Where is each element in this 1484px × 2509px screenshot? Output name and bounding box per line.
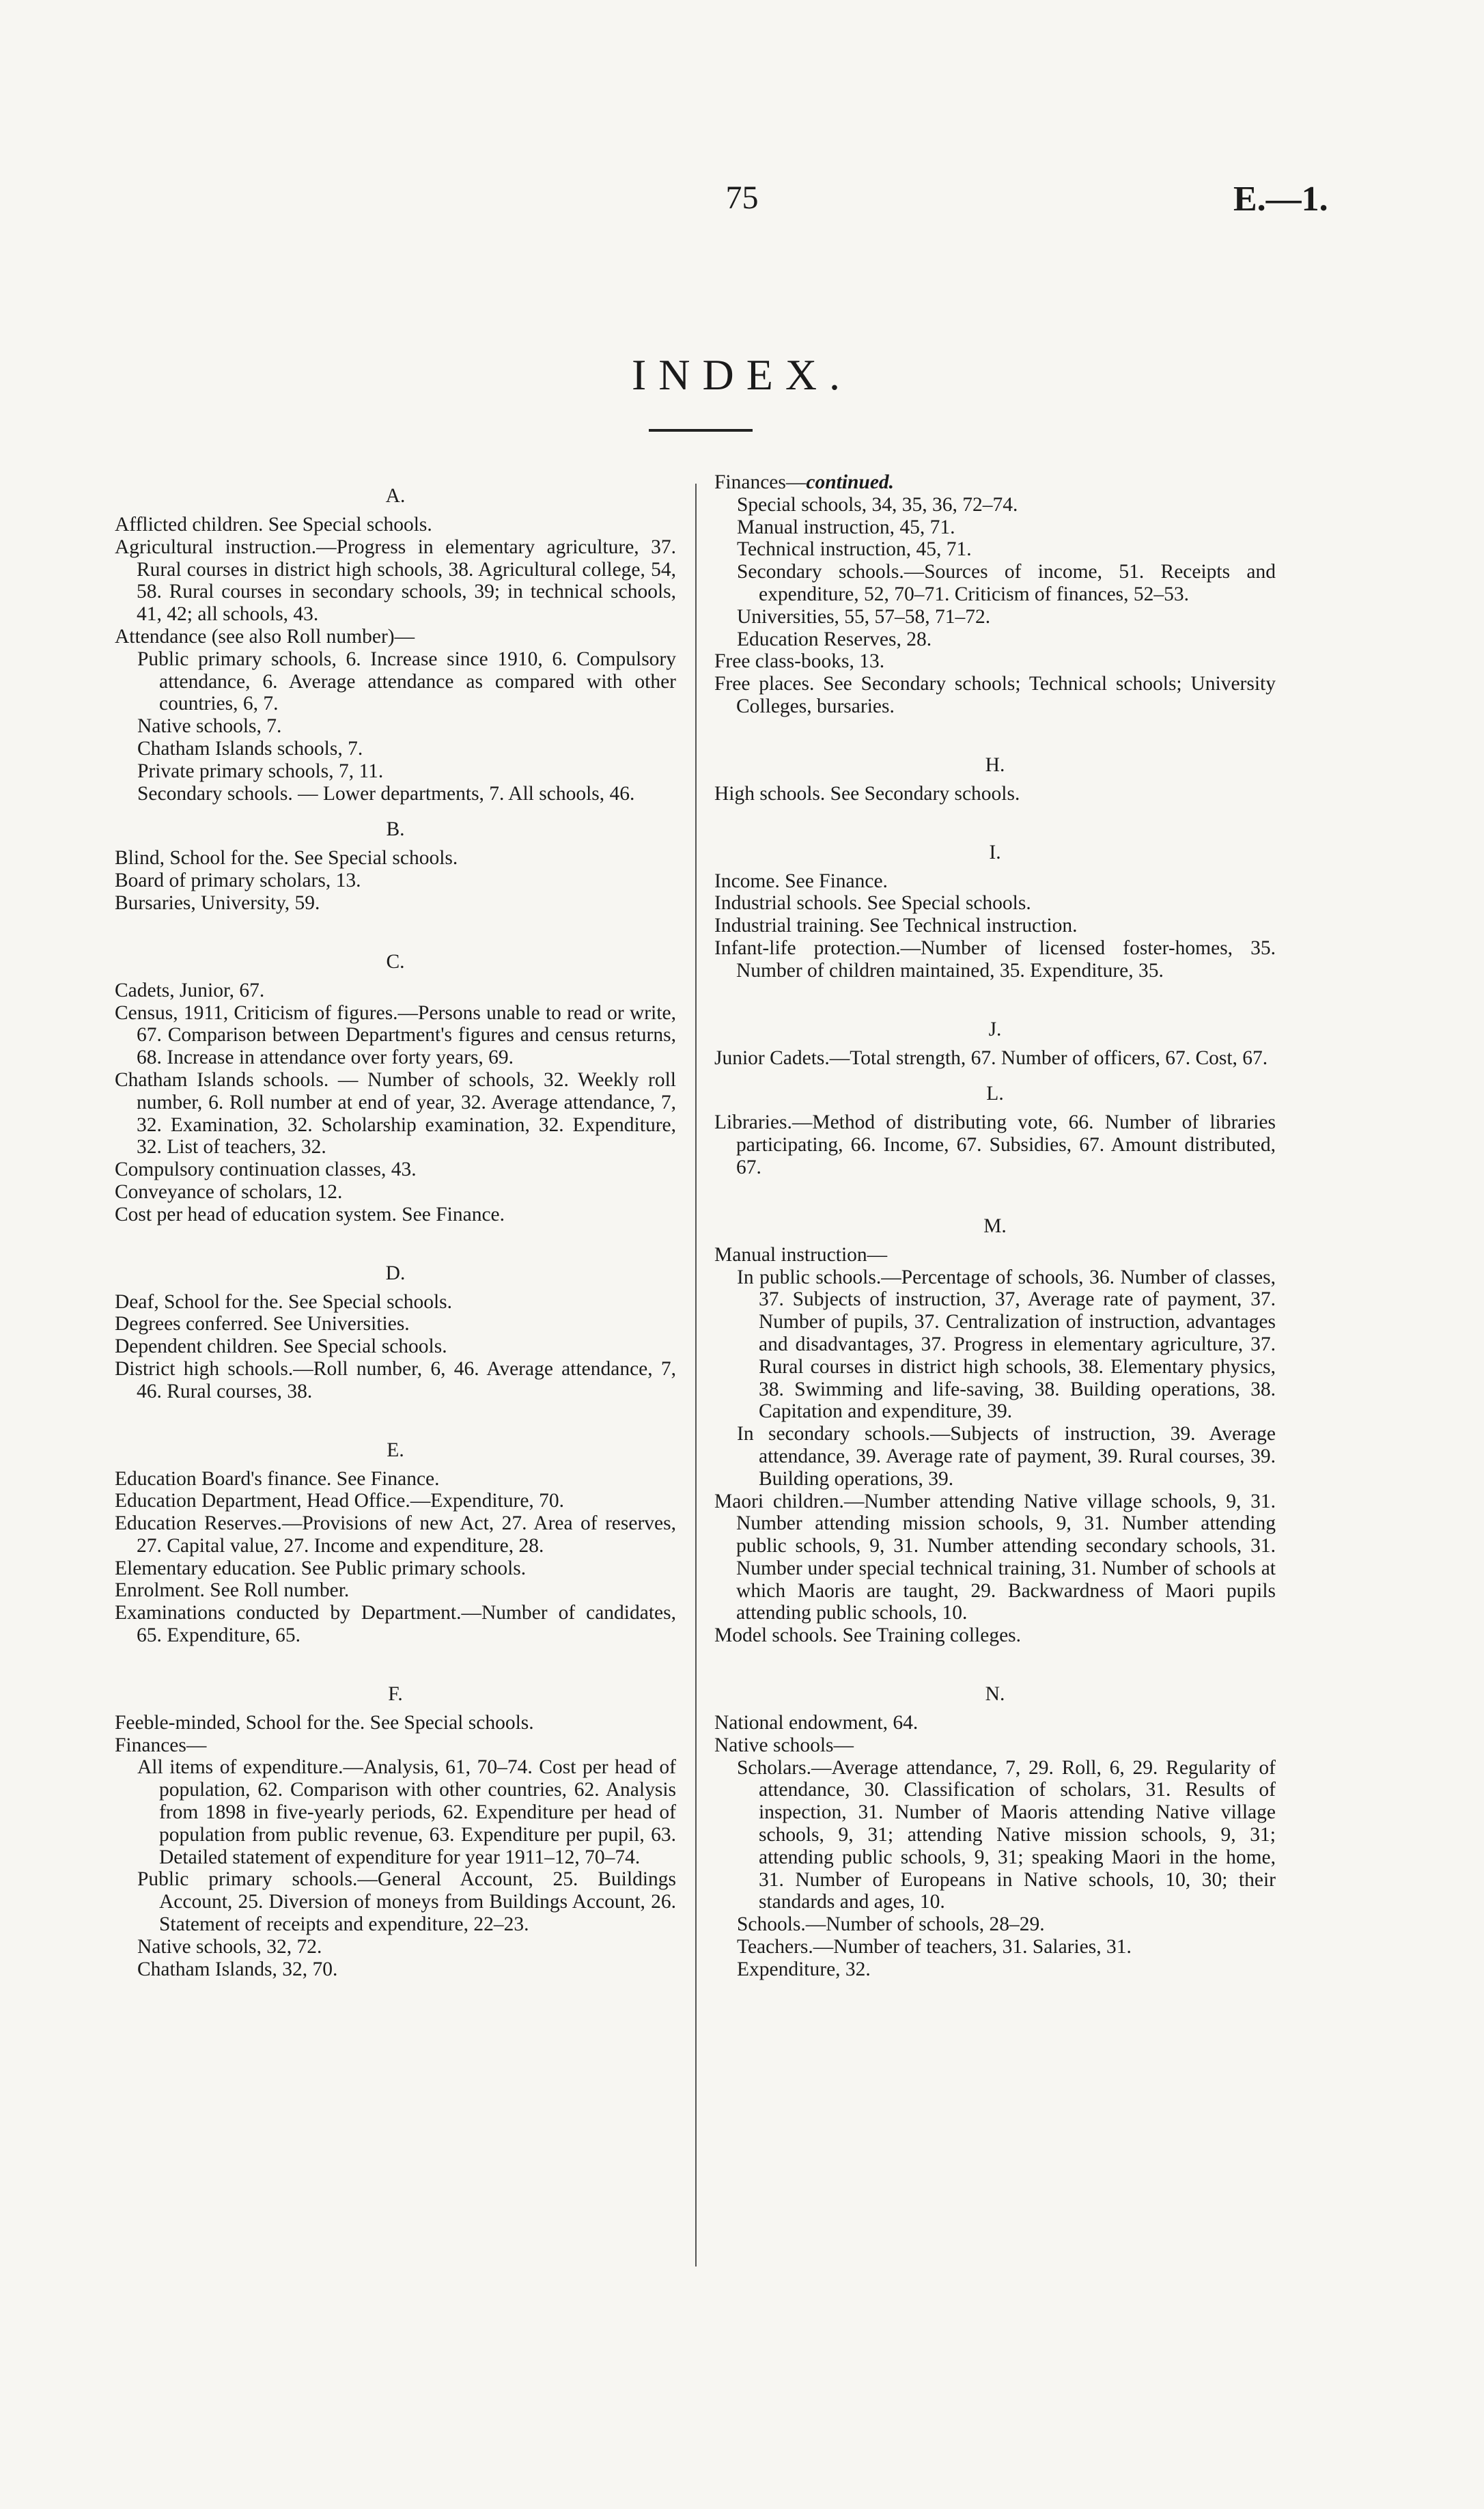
index-entry: High schools. See Secondary schools. xyxy=(714,782,1020,805)
index-subentry: Chatham Islands, 32, 70. xyxy=(137,1958,338,1980)
index-entry: District high schools.—Roll number, 6, 46. Average attendance, 7, 46. Rural courses, 38. xyxy=(115,1357,676,1402)
section-letter-i: I. xyxy=(989,841,1001,863)
index-entry: Bursaries, University, 59. xyxy=(115,891,320,914)
index-entry: Afflicted children. See Special schools. xyxy=(115,514,432,536)
index-subentry: Scholars.—Average attendance, 7, 29. Roll, 6, 29. Regularity of attendance, 30. Classification of scholars, 31. Results of inspection, 31. Number of Maoris attending Native village schools, 9, 31; attending Native mission schools, 9, 31; attending public schools, 9, 31; speaking Maori in the home, 31. Number of Europeans in Native schools, 10, 30; their standards and ages, 10. xyxy=(737,1756,1276,1913)
index-entry: Industrial schools. See Special schools. xyxy=(714,892,1031,915)
page-title: INDEX. xyxy=(631,350,853,399)
index-entry: Maori children.—Number attending Native village schools, 9, 31. Number attending mission schools, 9, 31. Number attending public schools, 9, 31. Number attending secondary schools, 31. Number under special technical training, 31. Number of schools at which Maoris are taught, 29. Backwardness of Maori pupils attending public schools, 10. xyxy=(714,1490,1276,1624)
index-subentry: Native schools, 7. xyxy=(137,715,282,738)
right-column xyxy=(714,471,1276,1981)
index-entry: National endowment, 64. xyxy=(714,1712,919,1734)
index-entry: Attendance (see also Roll number)— xyxy=(115,625,415,648)
index-entry: Manual instruction— xyxy=(714,1243,888,1266)
column-divider xyxy=(695,484,697,2267)
index-subentry: Special schools, 34, 35, 36, 72–74. xyxy=(737,493,1018,516)
section-letter-c: C. xyxy=(386,950,405,973)
index-entry: Income. See Finance. xyxy=(714,870,888,892)
page-number: 75 xyxy=(725,180,759,216)
index-entry: Feeble-minded, School for the. See Special schools. xyxy=(115,1711,534,1734)
index-subentry: Technical instruction, 45, 71. xyxy=(737,538,972,561)
continued-heading xyxy=(714,471,1276,494)
index-entry: Chatham Islands schools. — Number of schools, 32. Weekly roll number, 6. Roll number at end of year, 32. Average attendance, 7, 32. Examination, 32. Scholarship examination, 32. Expenditure, 32. List of teachers, 32. xyxy=(115,1068,676,1159)
index-subentry: Manual instruction, 45, 71. xyxy=(737,516,955,538)
index-subentry: Expenditure, 32. xyxy=(737,1958,871,1980)
index-entry: Libraries.—Method of distributing vote, 66. Number of libraries participating, 66. Income, 67. Subsidies, 67. Amount distributed, 67. xyxy=(714,1111,1276,1178)
section-letter-l: L. xyxy=(986,1083,1004,1105)
index-entry: Junior Cadets.—Total strength, 67. Number of officers, 67. Cost, 67. xyxy=(714,1046,1268,1069)
index-entry: Finances— xyxy=(115,1734,207,1756)
index-entry: Elementary education. See Public primary schools. xyxy=(115,1557,527,1579)
title-rule xyxy=(649,429,753,432)
index-entry: Enrolment. See Roll number. xyxy=(115,1579,350,1602)
section-letter-d: D. xyxy=(385,1262,406,1284)
document-code: E.—1. xyxy=(1233,180,1328,219)
index-subentry: Schools.—Number of schools, 28–29. xyxy=(737,1913,1045,1936)
index-entry: Conveyance of scholars, 12. xyxy=(115,1180,343,1203)
index-subentry: Public primary schools, 6. Increase since 1910, 6. Compulsory attendance, 6. Average attendance as compared with other countries, 6, 7. xyxy=(137,648,676,715)
index-entry: Industrial training. See Technical instruction. xyxy=(714,915,1078,937)
index-entry: Deaf, School for the. See Special schools. xyxy=(115,1290,452,1313)
index-subentry: Universities, 55, 57–58, 71–72. xyxy=(737,605,991,628)
continued-tail: continued. xyxy=(806,471,895,493)
section-letter-e: E. xyxy=(387,1439,404,1461)
index-entry: Examinations conducted by Department.—Number of candidates, 65. Expenditure, 65. xyxy=(115,1602,676,1647)
section-letter-j: J. xyxy=(988,1018,1002,1040)
index-subentry: Education Reserves, 28. xyxy=(737,628,932,650)
index-subentry: Private primary schools, 7, 11. xyxy=(137,760,384,782)
index-entry: Native schools— xyxy=(714,1734,854,1756)
index-entry: Education Department, Head Office.—Expenditure, 70. xyxy=(115,1490,565,1512)
index-entry: Census, 1911, Criticism of figures.—Persons unable to read or write, 67. Comparison between Department's figures and census returns, 68. Increase in attendance over forty years, 69. xyxy=(115,1001,676,1069)
index-entry: Degrees conferred. See Universities. xyxy=(115,1313,410,1335)
index-entry: Dependent children. See Special schools. xyxy=(115,1335,447,1358)
left-column xyxy=(115,471,676,1980)
index-entry: Education Board's finance. See Finance. xyxy=(115,1467,440,1490)
index-entry: Model schools. See Training colleges. xyxy=(714,1624,1022,1647)
index-subentry: Native schools, 32, 72. xyxy=(137,1935,322,1958)
index-subentry: Secondary schools. — Lower departments, 7. All schools, 46. xyxy=(137,782,635,805)
index-entry: Free places. See Secondary schools; Technical schools; University Colleges, bursaries. xyxy=(714,673,1276,717)
index-entry: Free class-books, 13. xyxy=(714,650,885,673)
section-letter-a: A. xyxy=(385,485,406,507)
index-entry: Cost per head of education system. See Finance. xyxy=(115,1203,505,1225)
continued-lead: Finances— xyxy=(714,471,807,493)
section-letter-h: H. xyxy=(985,753,1005,776)
index-entry: Board of primary scholars, 13. xyxy=(115,870,361,892)
index-entry: Education Reserves.—Provisions of new Act, 27. Area of reserves, 27. Capital value, 27. Income and expenditure, 28. xyxy=(115,1512,676,1557)
index-subentry: All items of expenditure.—Analysis, 61, 70–74. Cost per head of population, 62. Comparison with other countries, 62. Analysis from 1898 in five-yearly periods, 62. Expenditure per head of population from public revenue, 63. Expenditure per pupil, 63. Detailed statement of expenditure for year 1911–12, 70–74. xyxy=(137,1756,676,1868)
section-letter-b: B. xyxy=(386,818,405,841)
index-subentry: Teachers.—Number of teachers, 31. Salaries, 31. xyxy=(737,1936,1132,1958)
index-entry: Blind, School for the. See Special schools. xyxy=(115,847,458,870)
index-entry: Cadets, Junior, 67. xyxy=(115,979,265,1001)
section-letter-m: M. xyxy=(983,1215,1007,1237)
section-letter-f: F. xyxy=(388,1682,403,1705)
section-letter-n: N. xyxy=(985,1683,1005,1706)
index-entry: Agricultural instruction.—Progress in elementary agriculture, 37. Rural courses in district high schools, 38. Agricultural college, 54, 58. Rural courses in secondary schools, 39; in technical schools, 41, 42; all schools, 43. xyxy=(115,536,676,626)
index-entry: Infant-life protection.—Number of licensed foster-homes, 35. Number of children maintained, 35. Expenditure, 35. xyxy=(714,937,1276,982)
index-entry: Compulsory continuation classes, 43. xyxy=(115,1159,417,1181)
index-subentry: Public primary schools.—General Account, 25. Buildings Account, 25. Diversion of moneys from Buildings Account, 26. Statement of receipts and expenditure, 22–23. xyxy=(137,1868,676,1936)
index-subentry: Secondary schools.—Sources of income, 51. Receipts and expenditure, 52, 70–71. Criticism of finances, 52–53. xyxy=(737,561,1276,605)
index-subentry: Chatham Islands schools, 7. xyxy=(137,737,363,760)
index-subentry: In public schools.—Percentage of schools, 36. Number of classes, 37. Subjects of instruction, 37, Average rate of payment, 37. Number of pupils, 37. Centralization of instruction, advantages and disadvantages, 37. Progress in elementary agriculture, 37. Rural courses in district high schools, 38. Elementary physics, 38. Swimming and life-saving, 38. Building operations, 38. Capitation and expenditure, 39. xyxy=(737,1266,1276,1423)
index-subentry: In secondary schools.—Subjects of instruction, 39. Average attendance, 39. Average rate of payment, 39. Rural courses, 39. Building operations, 39. xyxy=(737,1423,1276,1490)
